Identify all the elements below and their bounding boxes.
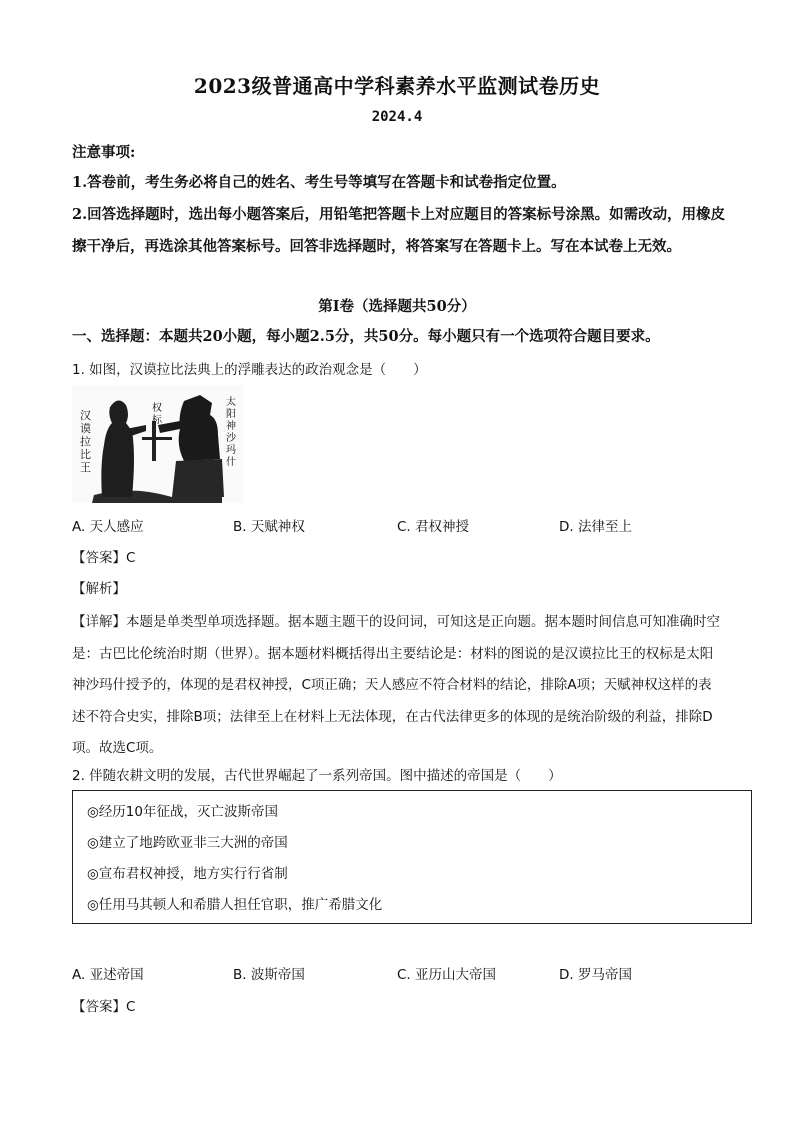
exam-date: 2024.4 [371,109,423,125]
label-hammurabi: 汉谟拉比王 [80,409,91,474]
hammurabi-relief-image [72,385,244,503]
notice-item-2: 2.回答选择题时，选出每小题答案后，用铅笔把答题卡上对应题目的答案标号涂黑。如需改动，用橡皮擦干净后，再选涂其他答案标号。回答非选择题时，将答案写在答题卡上。写在本试卷上无效。 [72,206,726,255]
q2-option-b[interactable]: B. 波斯帝国 [233,967,305,983]
label-shamash: 太阳神沙玛什 [226,397,236,468]
q1-answer [72,546,732,566]
q2-option-a[interactable]: A. 亚述帝国 [72,967,144,983]
q2-material-item-3: ◎宣布君权神授，地方实行行省制 [87,866,288,882]
label-scepter: 权标 [152,403,162,426]
notice-item-1: 1.答卷前，考生务必将自己的姓名、考生号等填写在答题卡和试卷指定位置。 [72,174,566,191]
q1-analysis-label: 【解析】 [72,581,126,597]
question-1-stem: 1. 如图，汉谟拉比法典上的浮雕表达的政治观念是（ ） [72,362,427,378]
part-one-instructions: 一、选择题：本题共20小题，每小题2.5分，共50分。每小题只有一个选项符合题目要求。 [72,328,660,345]
q2-answer-value: C [126,999,136,1015]
q2-answer [72,995,732,1015]
page-title: 2023级普通高中学科素养水平监测试卷历史 [193,74,601,98]
q2-answer-label: 【答案】 [72,999,126,1015]
q1-option-c[interactable]: C. 君权神授 [397,519,470,535]
q1-answer-label: 【答案】 [72,550,126,566]
q2-material-item-4: ◎任用马其顿人和希腊人担任官职，推广希腊文化 [87,897,383,913]
q1-option-b[interactable]: B. 天赋神权 [233,519,305,535]
q1-option-d[interactable]: D. 法律至上 [559,519,632,535]
q2-material-item-2: ◎建立了地跨欧亚非三大洲的帝国 [87,835,288,851]
q1-answer-value: C [126,550,136,566]
q2-option-d[interactable]: D. 罗马帝国 [559,967,632,983]
q1-detail-label: 【详解】 [72,614,126,630]
q1-option-a[interactable]: A. 天人感应 [72,519,144,535]
q2-material-item-1: ◎经历10年征战，灭亡波斯帝国 [87,804,278,820]
q1-detail [72,607,724,765]
notice-title: 注意事项: [72,144,136,161]
q2-option-c[interactable]: C. 亚历山大帝国 [397,967,497,983]
q2-material-box [72,790,752,924]
question-2-stem: 2. 伴随农耕文明的发展，古代世界崛起了一系列帝国。图中描述的帝国是（ ） [72,768,562,784]
relief-illustration [72,385,244,503]
section-title: 第Ⅰ卷（选择题共50分） [318,298,476,315]
q1-detail-text: 本题是单类型单项选择题。据本题主题干的设问词，可知这是正向题。据本题时间信息可知准确时空是：古巴比伦统治时期（世界）。据本题材料概括得出主要结论是：材料的图说的是汉谟拉比王的权标是太阳神沙玛什授予的，体现的是君权神授，C项正确；天人感应不符合材料的结论，排除A项；天赋神权这样的表述不符合史实，排除B项；法律至上在材料上无法体现，在古代法律更多的体现的是统治阶级的利益，排除D项。故选C项。 [72,614,720,756]
